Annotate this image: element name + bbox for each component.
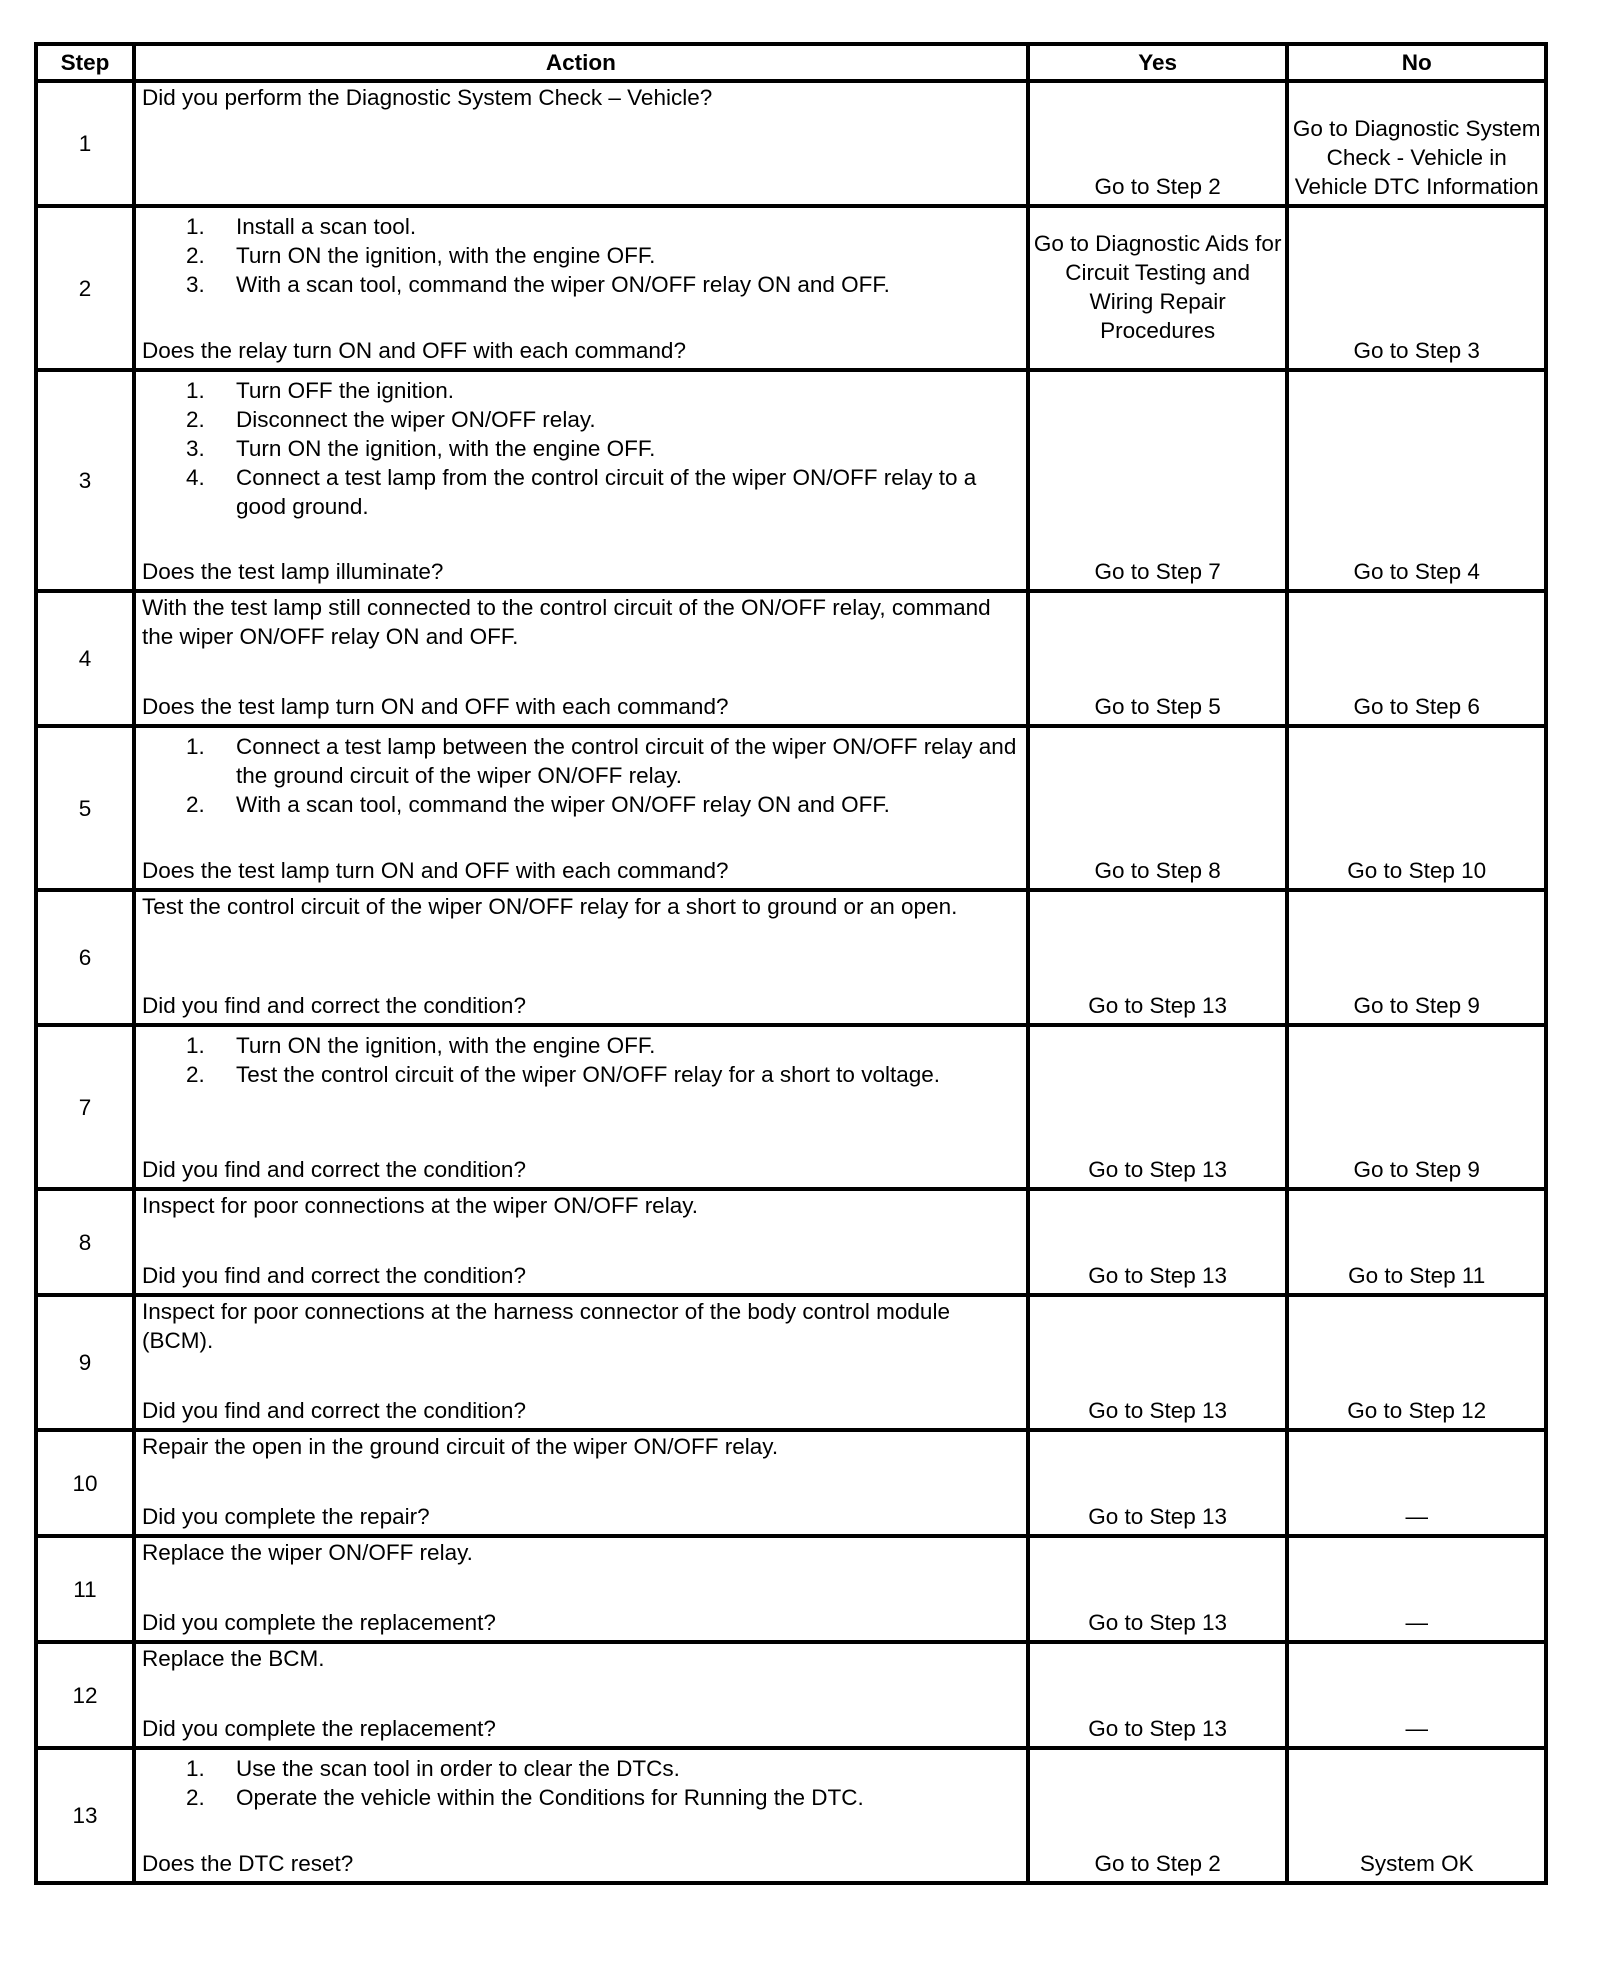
table-row [36, 1642, 1546, 1748]
list-item-number: 2. [185, 1062, 205, 1087]
yes-cell: Go to Step 13 [1028, 1025, 1288, 1189]
table-row [36, 591, 1546, 726]
list-item-text: Disconnect the wiper ON/OFF relay. [235, 407, 596, 432]
step-number: 10 [36, 1430, 134, 1536]
action-text: Inspect for poor connections at the wiper ON/OFF relay. [141, 1193, 699, 1218]
header-row [36, 44, 1546, 81]
action-question: Does the relay turn ON and OFF with each command? [141, 338, 686, 363]
header-step: Step [36, 44, 134, 81]
action-cell [134, 1430, 1028, 1536]
action-cell [134, 1536, 1028, 1642]
list-item-text: Turn ON the ignition, with the engine OFF. [235, 1033, 656, 1058]
list-item [185, 1060, 1020, 1089]
list-item [185, 732, 1020, 790]
action-cell [134, 591, 1028, 726]
list-item-number: 1. [185, 214, 205, 239]
yes-cell: Go to Step 13 [1028, 1295, 1288, 1430]
header-yes: Yes [1028, 44, 1288, 81]
action-cell [134, 1748, 1028, 1883]
table-row [36, 1536, 1546, 1642]
no-cell: — [1287, 1536, 1546, 1642]
action-cell [134, 1642, 1028, 1748]
yes-cell: Go to Step 2 [1028, 1748, 1288, 1883]
action-question: Does the test lamp turn ON and OFF with each command? [141, 694, 729, 719]
action-text: Test the control circuit of the wiper ON/OFF relay for a short to ground or an open. [141, 894, 958, 919]
step-number: 11 [36, 1536, 134, 1642]
no-cell: Go to Step 3 [1287, 206, 1546, 370]
no-cell: Go to Step 10 [1287, 726, 1546, 890]
step-number: 1 [36, 81, 134, 206]
list-item-text: With a scan tool, command the wiper ON/OFF relay ON and OFF. [235, 792, 890, 817]
action-steps-list [142, 212, 1020, 299]
table-row [36, 81, 1546, 206]
list-item-number: 4. [185, 465, 205, 490]
action-question: Did you complete the replacement? [141, 1716, 496, 1741]
step-number: 2 [36, 206, 134, 370]
table-row [36, 1025, 1546, 1189]
list-item-text: Turn OFF the ignition. [235, 378, 454, 403]
table-row [36, 890, 1546, 1025]
step-number: 6 [36, 890, 134, 1025]
list-item-text: Use the scan tool in order to clear the DTCs. [235, 1756, 680, 1781]
no-cell: System OK [1287, 1748, 1546, 1883]
action-cell [134, 81, 1028, 206]
action-steps-list [142, 376, 1020, 521]
yes-cell: Go to Step 7 [1028, 370, 1288, 591]
yes-cell: Go to Step 13 [1028, 1642, 1288, 1748]
no-cell: Go to Step 4 [1287, 370, 1546, 591]
list-item [185, 1783, 1020, 1812]
yes-cell: Go to Step 2 [1028, 81, 1288, 206]
yes-cell: Go to Step 13 [1028, 1189, 1288, 1295]
list-item-number: 2. [185, 243, 205, 268]
action-text: Replace the wiper ON/OFF relay. [141, 1540, 473, 1565]
header-no: No [1287, 44, 1546, 81]
action-question: Did you find and correct the condition? [141, 1157, 526, 1182]
list-item [185, 790, 1020, 819]
no-cell: — [1287, 1430, 1546, 1536]
action-cell [134, 726, 1028, 890]
step-number: 12 [36, 1642, 134, 1748]
list-item-text: Test the control circuit of the wiper ON/OFF relay for a short to voltage. [235, 1062, 940, 1087]
action-question: Did you complete the repair? [141, 1504, 430, 1529]
no-cell: Go to Step 9 [1287, 1025, 1546, 1189]
list-item-number: 3. [185, 272, 205, 297]
action-text: Replace the BCM. [141, 1646, 325, 1671]
no-cell: Go to Step 11 [1287, 1189, 1546, 1295]
step-number: 9 [36, 1295, 134, 1430]
list-item-number: 2. [185, 407, 205, 432]
list-item [185, 376, 1020, 405]
list-item-text: Operate the vehicle within the Conditions for Running the DTC. [235, 1785, 864, 1810]
list-item-number: 2. [185, 1785, 205, 1810]
step-number: 5 [36, 726, 134, 890]
list-item [185, 405, 1020, 434]
yes-cell: Go to Diagnostic Aids for Circuit Testing and Wiring Repair Procedures [1028, 206, 1288, 370]
action-question: Did you find and correct the condition? [141, 993, 526, 1018]
list-item-text: Turn ON the ignition, with the engine OFF. [235, 436, 656, 461]
table-row [36, 1189, 1546, 1295]
no-cell: — [1287, 1642, 1546, 1748]
list-item-number: 2. [185, 792, 205, 817]
step-number: 3 [36, 370, 134, 591]
table-row [36, 1295, 1546, 1430]
list-item-text: Turn ON the ignition, with the engine OFF. [235, 243, 656, 268]
table-row [36, 1430, 1546, 1536]
no-cell: Go to Step 6 [1287, 591, 1546, 726]
action-question: Does the test lamp illuminate? [141, 559, 444, 584]
table-body [36, 81, 1546, 1883]
step-number: 13 [36, 1748, 134, 1883]
no-cell: Go to Step 9 [1287, 890, 1546, 1025]
action-question: Did you find and correct the condition? [141, 1398, 526, 1423]
action-steps-list [142, 1754, 1020, 1812]
action-cell [134, 1025, 1028, 1189]
table-row [36, 1748, 1546, 1883]
list-item-number: 1. [185, 1033, 205, 1058]
table-row [36, 726, 1546, 890]
action-cell [134, 1189, 1028, 1295]
list-item [185, 1754, 1020, 1783]
list-item [185, 270, 1020, 299]
list-item [185, 212, 1020, 241]
action-cell [134, 206, 1028, 370]
no-cell: Go to Diagnostic System Check - Vehicle in Vehicle DTC Information [1287, 81, 1546, 206]
list-item-text: Install a scan tool. [235, 214, 417, 239]
list-item-text: Connect a test lamp between the control circuit of the wiper ON/OFF relay and the ground circuit of the wiper ON/OFF relay. [235, 734, 1017, 788]
action-text: Inspect for poor connections at the harness connector of the body control module (BCM). [141, 1299, 950, 1353]
yes-cell: Go to Step 8 [1028, 726, 1288, 890]
action-steps-list [142, 732, 1020, 819]
list-item-number: 1. [185, 734, 205, 759]
action-question: Did you find and correct the condition? [141, 1263, 526, 1288]
table-row [36, 206, 1546, 370]
action-cell [134, 1295, 1028, 1430]
list-item-text: With a scan tool, command the wiper ON/OFF relay ON and OFF. [235, 272, 890, 297]
no-cell: Go to Step 12 [1287, 1295, 1546, 1430]
yes-cell: Go to Step 13 [1028, 1430, 1288, 1536]
yes-cell: Go to Step 13 [1028, 890, 1288, 1025]
header-action: Action [134, 44, 1028, 81]
list-item [185, 434, 1020, 463]
action-cell [134, 370, 1028, 591]
list-item-number: 3. [185, 436, 205, 461]
action-cell [134, 890, 1028, 1025]
yes-cell: Go to Step 5 [1028, 591, 1288, 726]
action-text: Repair the open in the ground circuit of the wiper ON/OFF relay. [141, 1434, 779, 1459]
list-item-number: 1. [185, 1756, 205, 1781]
yes-cell: Go to Step 13 [1028, 1536, 1288, 1642]
action-question: Does the test lamp turn ON and OFF with each command? [141, 858, 729, 883]
action-question: Did you complete the replacement? [141, 1610, 496, 1635]
step-number: 7 [36, 1025, 134, 1189]
list-item-text: Connect a test lamp from the control circuit of the wiper ON/OFF relay to a good ground. [235, 465, 977, 519]
action-text: With the test lamp still connected to the control circuit of the ON/OFF relay, command the wiper ON/OFF relay ON and OFF. [141, 595, 991, 649]
diagnostic-table [34, 42, 1548, 1885]
list-item [185, 1031, 1020, 1060]
action-steps-list [142, 1031, 1020, 1089]
step-number: 8 [36, 1189, 134, 1295]
action-text: Did you perform the Diagnostic System Check – Vehicle? [141, 85, 713, 110]
list-item [185, 241, 1020, 270]
list-item-number: 1. [185, 378, 205, 403]
action-question: Does the DTC reset? [141, 1851, 354, 1876]
table-row [36, 370, 1546, 591]
step-number: 4 [36, 591, 134, 726]
list-item [185, 463, 1020, 521]
